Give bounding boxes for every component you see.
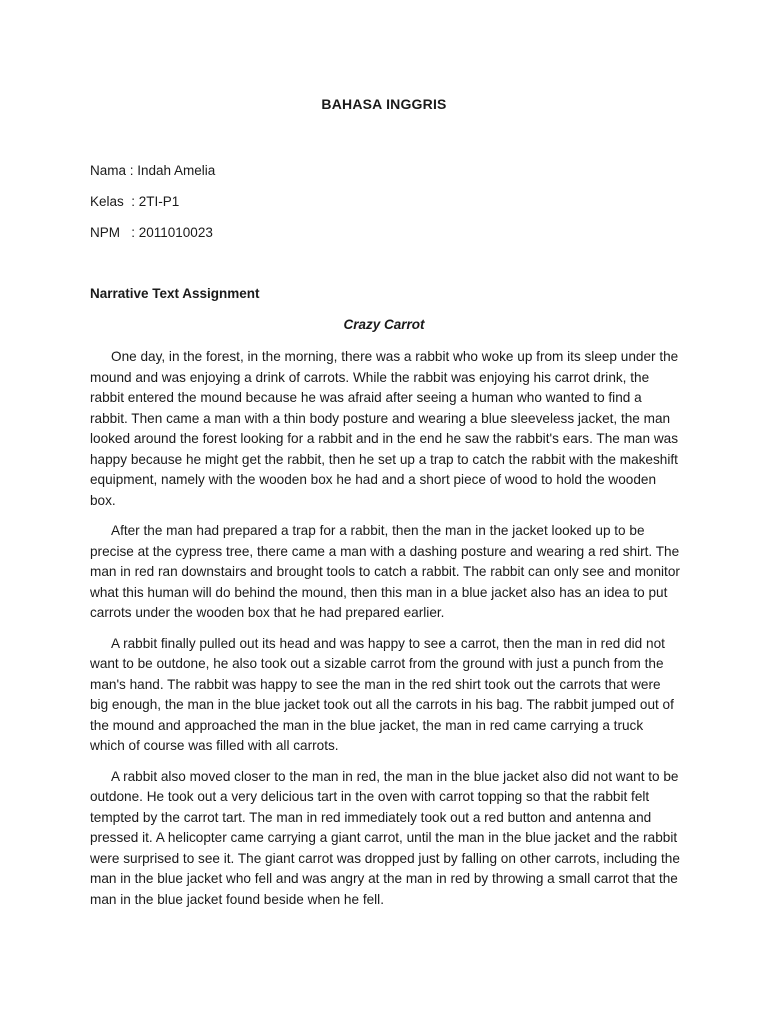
student-class: Kelas : 2TI-P1 bbox=[90, 194, 180, 209]
story-paragraph: A rabbit finally pulled out its head and was happy to see a carrot, then the man in red did not want to be outdone, he also took out a sizable carrot from the ground with just a punch from the man's hand. The rabbit was happy to see the man in the red shirt took out the carrots that were big enough, the man in the blue jacket took out all the carrots in his bag. The rabbit jumped out of the mound and approached the man in the blue jacket, the man in red came carrying a truck which of course was filled with all carrots. bbox=[90, 635, 674, 753]
student-npm: NPM : 2011010023 bbox=[90, 225, 213, 240]
story-body bbox=[90, 347, 680, 920]
story-paragraph: One day, in the forest, in the morning, there was a rabbit who woke up from its sleep under the mound and was enjoying a drink of carrots. While the rabbit was enjoying his carrot drink, the rabbit entered the mound because he was afraid after seeing a human who wanted to find a rabbit. Then came a man with a thin body posture and wearing a blue sleeveless jacket, the man looked around the forest looking for a rabbit and in the end he saw the rabbit's ears. The man was happy because he might get the rabbit, then he set up a trap to catch the rabbit with the makeshift equipment, namely with the wooden box he had and a short piece of wood to hold the wooden box. bbox=[90, 349, 679, 508]
story-paragraph: After the man had prepared a trap for a rabbit, then the man in the jacket looked up to be precise at the cypress tree, there came a man with a dashing posture and wearing a red shirt. The man in red ran downstairs and brought tools to catch a rabbit. The rabbit can only see and monitor what this human will do behind the mound, then this man in a blue jacket also has an idea to put carrots under the wooden box that he had prepared earlier. bbox=[90, 523, 680, 620]
student-name: Nama : Indah Amelia bbox=[90, 163, 216, 178]
document-title: BAHASA INGGRIS bbox=[321, 96, 447, 112]
story-paragraph: A rabbit also moved closer to the man in red, the man in the blue jacket also did not want to be outdone. He took out a very delicious tart in the oven with carrot topping so that the rabbit felt tempted by the carrot tart. The man in red immediately took out a red button and antenna and pressed it. A helicopter came carrying a giant carrot, until the man in the blue jacket and the rabbit were surprised to see it. The giant carrot was dropped just by falling on other carrots, including the man in the blue jacket who fell and was angry at the man in red by throwing a small carrot that the man in the blue jacket found beside when he fell. bbox=[90, 768, 680, 907]
story-title: Crazy Carrot bbox=[343, 317, 425, 332]
section-heading: Narrative Text Assignment bbox=[90, 286, 260, 301]
